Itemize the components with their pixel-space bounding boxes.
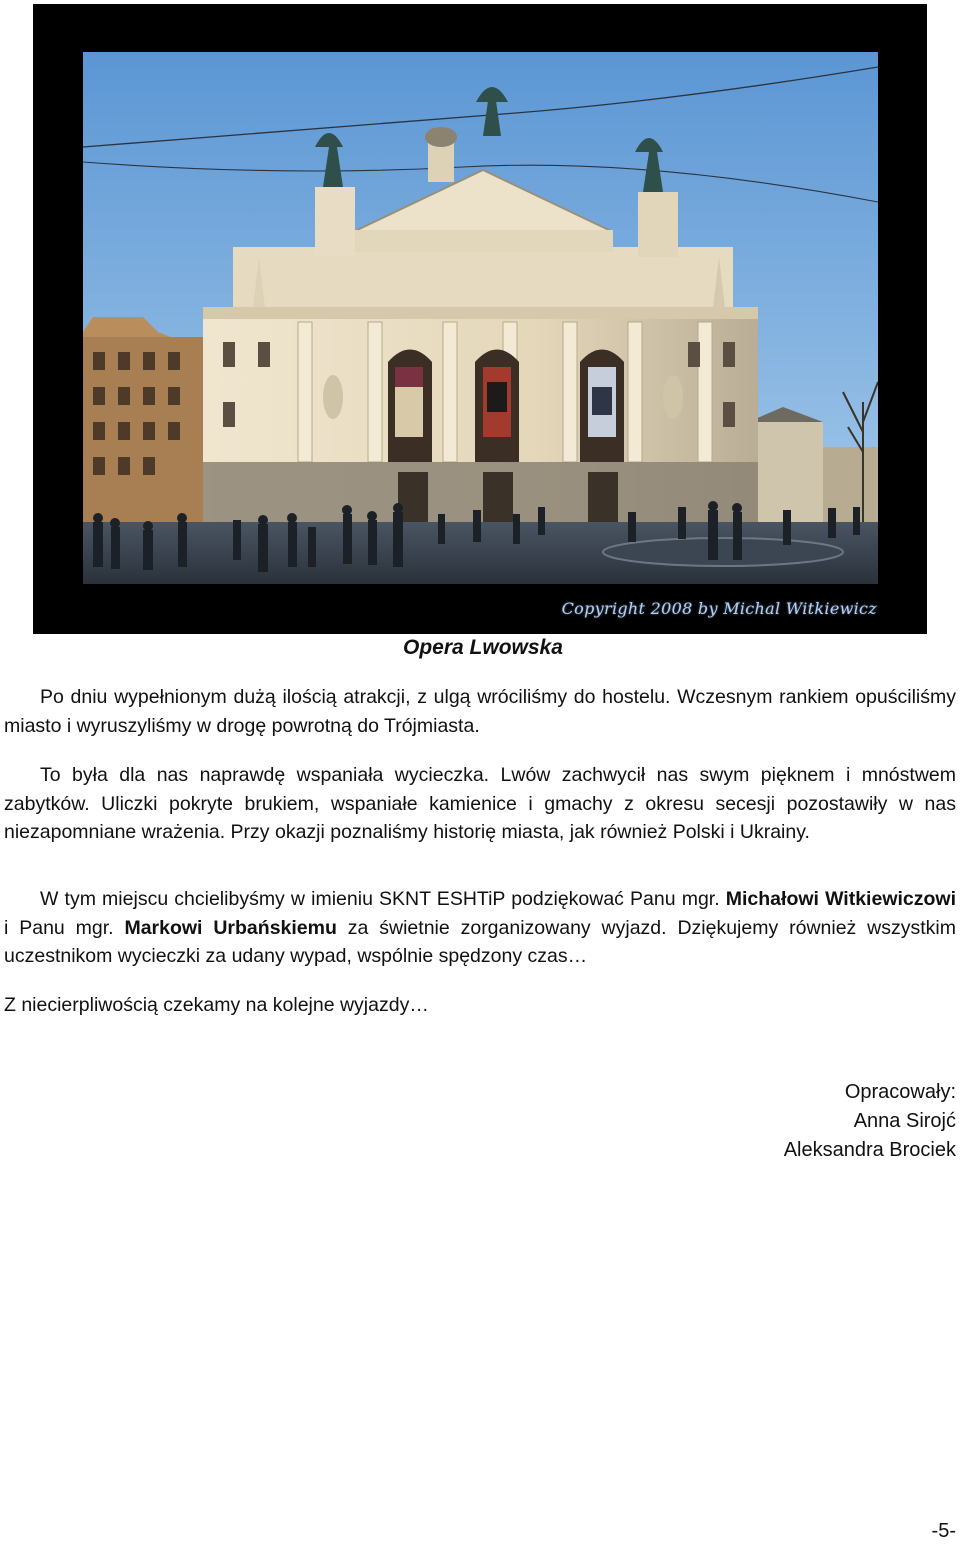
photo-frame [33, 4, 927, 634]
thanked-person-name: Markowi Urbańskiemu [124, 916, 337, 939]
paragraph-text: za świetnie zorganizowany wyjazd. Dziękujemy również wszystkim uczestnikom wycieczki za udany wypad, wspólnie spędzony czas… [4, 916, 957, 967]
signature-block [784, 1078, 956, 1165]
paragraph-text: i Panu mgr. [4, 916, 125, 939]
signature-label: Opracowały: [844, 1081, 956, 1103]
thanked-person-name: Michałowi Witkiewiczowi [725, 888, 956, 910]
paragraph-text: To była dla nas naprawdę wspaniała wycieczka. Lwów zachwycił nas swym pięknem i mnóstwem zabytków. Uliczki pokryte brukiem, wspaniałe kamienice i gmachy z okresu secesji pozostawiły w nas niezapomniane wrażenia. Przy okazji poznaliśmy historię miasta, jak również Polski i Ukrainy. [4, 764, 956, 843]
photo-caption: Opera Lwowska [403, 636, 563, 659]
paragraph-acknowledgements [4, 885, 956, 971]
paragraph-trip-summary [4, 761, 956, 847]
paragraph-text: Z niecierpliwością czekamy na kolejne wyjazdy… [4, 994, 429, 1016]
author-name: Anna Sirojć [853, 1110, 956, 1132]
author-name: Aleksandra Brociek [783, 1139, 956, 1161]
paragraph-return-trip [4, 683, 956, 740]
paragraph-text: Po dniu wypełnionym dużą ilością atrakcji, z ulgą wróciliśmy do hostelu. Wczesnym rankiem opuściliśmy miasto i wyruszyliśmy w drogę powrotną do Trójmiasta. [4, 686, 956, 737]
paragraph-text: W tym miejscu chcielibyśmy w imieniu SKNT ESHTiP podziękować Panu mgr. [40, 888, 726, 910]
page-number: -5- [931, 1520, 956, 1542]
opera-house-photo [83, 52, 878, 584]
paragraph-closing [4, 991, 956, 1020]
photo-copyright: Copyright 2008 by Michal Witkiewicz [561, 599, 877, 618]
